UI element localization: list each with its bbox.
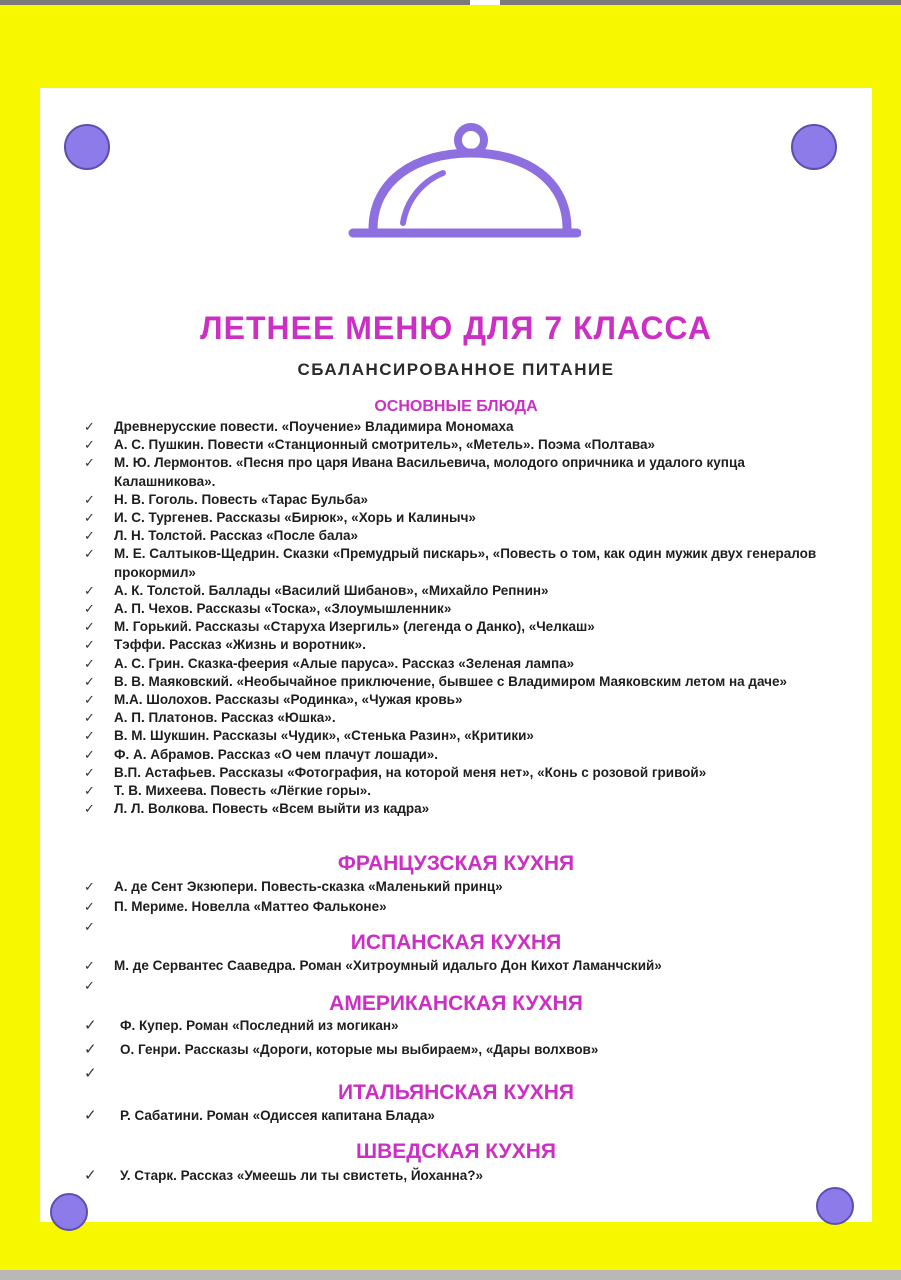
check-mark-icon: ✓ [84, 419, 95, 434]
page-title: ЛЕТНЕЕ МЕНЮ ДЛЯ 7 КЛАССА [200, 310, 712, 346]
check-mark-icon: ✓ [84, 958, 95, 973]
list-item [84, 509, 844, 527]
check-mark-icon: ✓ [84, 601, 95, 617]
list-item [84, 764, 844, 782]
list-item-text: О. Генри. Рассказы «Дороги, которые мы выбираем», «Дары волхвов» [120, 1042, 599, 1057]
check-mark-icon: ✓ [84, 692, 95, 708]
check-mark-icon: ✓ [84, 978, 95, 993]
decor-dot-bottom-right [816, 1187, 854, 1225]
list-item [84, 582, 844, 600]
section-heading-main: ОСНОВНЫЕ БЛЮДА [374, 398, 538, 415]
check-mark-icon: ✓ [84, 1167, 97, 1184]
list-item-text: Р. Сабатини. Роман «Одиссея капитана Блада» [120, 1108, 435, 1123]
list-item-text: П. Мериме. Новелла «Маттео Фальконе» [114, 899, 387, 914]
list-item [84, 800, 844, 818]
list-item [84, 877, 844, 897]
swedish-list [84, 1164, 844, 1188]
list-item-text: М. Е. Салтыков-Щедрин. Сказки «Премудрый пискарь», «Повесть о том, как один мужик двух генералов прокормил» [114, 546, 817, 580]
list-item [84, 956, 844, 976]
check-mark-icon: ✓ [84, 546, 95, 562]
check-mark-icon: ✓ [84, 746, 95, 762]
serving-cloche-icon [345, 123, 581, 243]
check-mark-icon: ✓ [84, 655, 95, 671]
check-mark-icon: ✓ [84, 1041, 97, 1058]
list-item-text: Ф. А. Абрамов. Рассказ «О чем плачут лошади». [114, 746, 439, 762]
list-item [84, 1104, 844, 1128]
menu-card [40, 88, 872, 1222]
check-mark-icon: ✓ [84, 582, 95, 598]
list-item-text: У. Старк. Рассказ «Умеешь ли ты свистеть, Йоханна?» [120, 1168, 484, 1183]
list-item-text: Ф. Купер. Роман «Последний из могикан» [120, 1018, 399, 1033]
list-item [84, 618, 844, 636]
list-item-text: В.П. Астафьев. Рассказы «Фотография, на которой меня нет», «Конь с розовой гривой» [114, 764, 707, 780]
american-list [84, 1014, 844, 1080]
check-mark-icon: ✓ [84, 728, 95, 744]
list-item-text: Л. Л. Волкова. Повесть «Всем выйти из кадра» [114, 801, 430, 817]
check-mark-icon: ✓ [84, 455, 95, 471]
list-item-text: А. де Сент Экзюпери. Повесть-сказка «Маленький принц» [114, 879, 503, 894]
list-item [84, 1164, 844, 1188]
decor-dot-top-left [64, 124, 110, 170]
check-mark-icon: ✓ [84, 783, 95, 799]
list-item [84, 727, 844, 745]
list-item-text: А. С. Пушкин. Повести «Станционный смотритель», «Метель». Поэма «Полтава» [114, 437, 656, 453]
list-item [84, 746, 844, 764]
list-item [84, 436, 844, 454]
list-item-text: Т. В. Михеева. Повесть «Лёгкие горы». [114, 783, 372, 799]
list-item [84, 1038, 844, 1062]
italian-list [84, 1104, 844, 1128]
top-strip-nub [470, 0, 500, 5]
list-item-text: А. П. Платонов. Рассказ «Юшка». [114, 710, 336, 726]
spanish-list [84, 956, 844, 994]
list-item-text: М. де Сервантес Сааведра. Роман «Хитроумный идальго Дон Кихот Ламанчский» [114, 958, 662, 973]
list-item [84, 600, 844, 618]
decor-dot-bottom-left [50, 1193, 88, 1231]
check-mark-icon: ✓ [84, 637, 95, 653]
bottom-strip [0, 1270, 901, 1280]
list-item [84, 1014, 844, 1038]
section-heading-american: АМЕРИКАНСКАЯ КУХНЯ [329, 992, 583, 1015]
check-mark-icon: ✓ [84, 801, 95, 817]
check-mark-icon: ✓ [84, 1065, 97, 1082]
top-status-strip [0, 0, 901, 5]
check-mark-icon: ✓ [84, 491, 95, 507]
list-item [84, 491, 844, 509]
list-item [84, 655, 844, 673]
decor-dot-top-right [791, 124, 837, 170]
french-list [84, 877, 844, 935]
check-mark-icon: ✓ [84, 437, 95, 453]
section-heading-italian: ИТАЛЬЯНСКАЯ КУХНЯ [337, 1081, 575, 1104]
section-heading-swedish: ШВЕДСКАЯ КУХНЯ [356, 1140, 556, 1163]
check-mark-icon: ✓ [84, 673, 95, 689]
check-mark-icon: ✓ [84, 528, 95, 544]
check-mark-icon: ✓ [84, 619, 95, 635]
list-item [84, 418, 844, 436]
main-dishes-list [84, 418, 844, 818]
list-item [84, 454, 844, 490]
page-subtitle: СБАЛАНСИРОВАННОЕ ПИТАНИЕ [297, 360, 615, 379]
list-item [84, 1062, 844, 1080]
list-item [84, 709, 844, 727]
check-mark-icon: ✓ [84, 510, 95, 526]
list-item [84, 636, 844, 654]
list-item-text: Древнерусские повести. «Поучение» Владимира Мономаха [114, 419, 514, 434]
check-mark-icon: ✓ [84, 879, 95, 894]
list-item-text: Тэффи. Рассказ «Жизнь и воротник». [114, 637, 366, 653]
check-mark-icon: ✓ [84, 919, 95, 934]
list-item-text: А. С. Грин. Сказка-феерия «Алые паруса». Рассказ «Зеленая лампа» [114, 655, 575, 671]
check-mark-icon: ✓ [84, 764, 95, 780]
list-item [84, 782, 844, 800]
list-item-text: И. С. Тургенев. Рассказы «Бирюк», «Хорь и Калиныч» [114, 510, 476, 526]
check-mark-icon: ✓ [84, 1017, 97, 1034]
list-item-text: М. Горький. Рассказы «Старуха Изергиль» (легенда о Данко), «Челкаш» [114, 619, 595, 635]
section-heading-spanish: ИСПАНСКАЯ КУХНЯ [350, 931, 562, 954]
list-item-text: М.А. Шолохов. Рассказы «Родинка», «Чужая кровь» [114, 692, 463, 708]
list-item-text: В. М. Шукшин. Рассказы «Чудик», «Стенька Разин», «Критики» [114, 728, 534, 744]
list-item [84, 897, 844, 917]
check-mark-icon: ✓ [84, 899, 95, 914]
list-item-text: А. К. Толстой. Баллады «Василий Шибанов», «Михайло Репнин» [114, 582, 549, 598]
list-item-text: В. В. Маяковский. «Необычайное приключение, бывшее с Владимиром Маяковским летом на даче» [114, 673, 787, 689]
check-mark-icon: ✓ [84, 1107, 97, 1124]
list-item-text: Л. Н. Толстой. Рассказ «После бала» [114, 528, 359, 544]
list-item [84, 527, 844, 545]
list-item-text: Н. В. Гоголь. Повесть «Тарас Бульба» [114, 491, 369, 507]
list-item [84, 691, 844, 709]
list-item-text: А. П. Чехов. Рассказы «Тоска», «Злоумышленник» [114, 601, 452, 617]
list-item [84, 545, 844, 581]
list-item [84, 673, 844, 691]
list-item-text: М. Ю. Лермонтов. «Песня про царя Ивана Васильевича, молодого опричника и удалого купца Калашникова». [114, 455, 745, 489]
section-heading-french: ФРАНЦУЗСКАЯ КУХНЯ [337, 852, 575, 875]
check-mark-icon: ✓ [84, 710, 95, 726]
